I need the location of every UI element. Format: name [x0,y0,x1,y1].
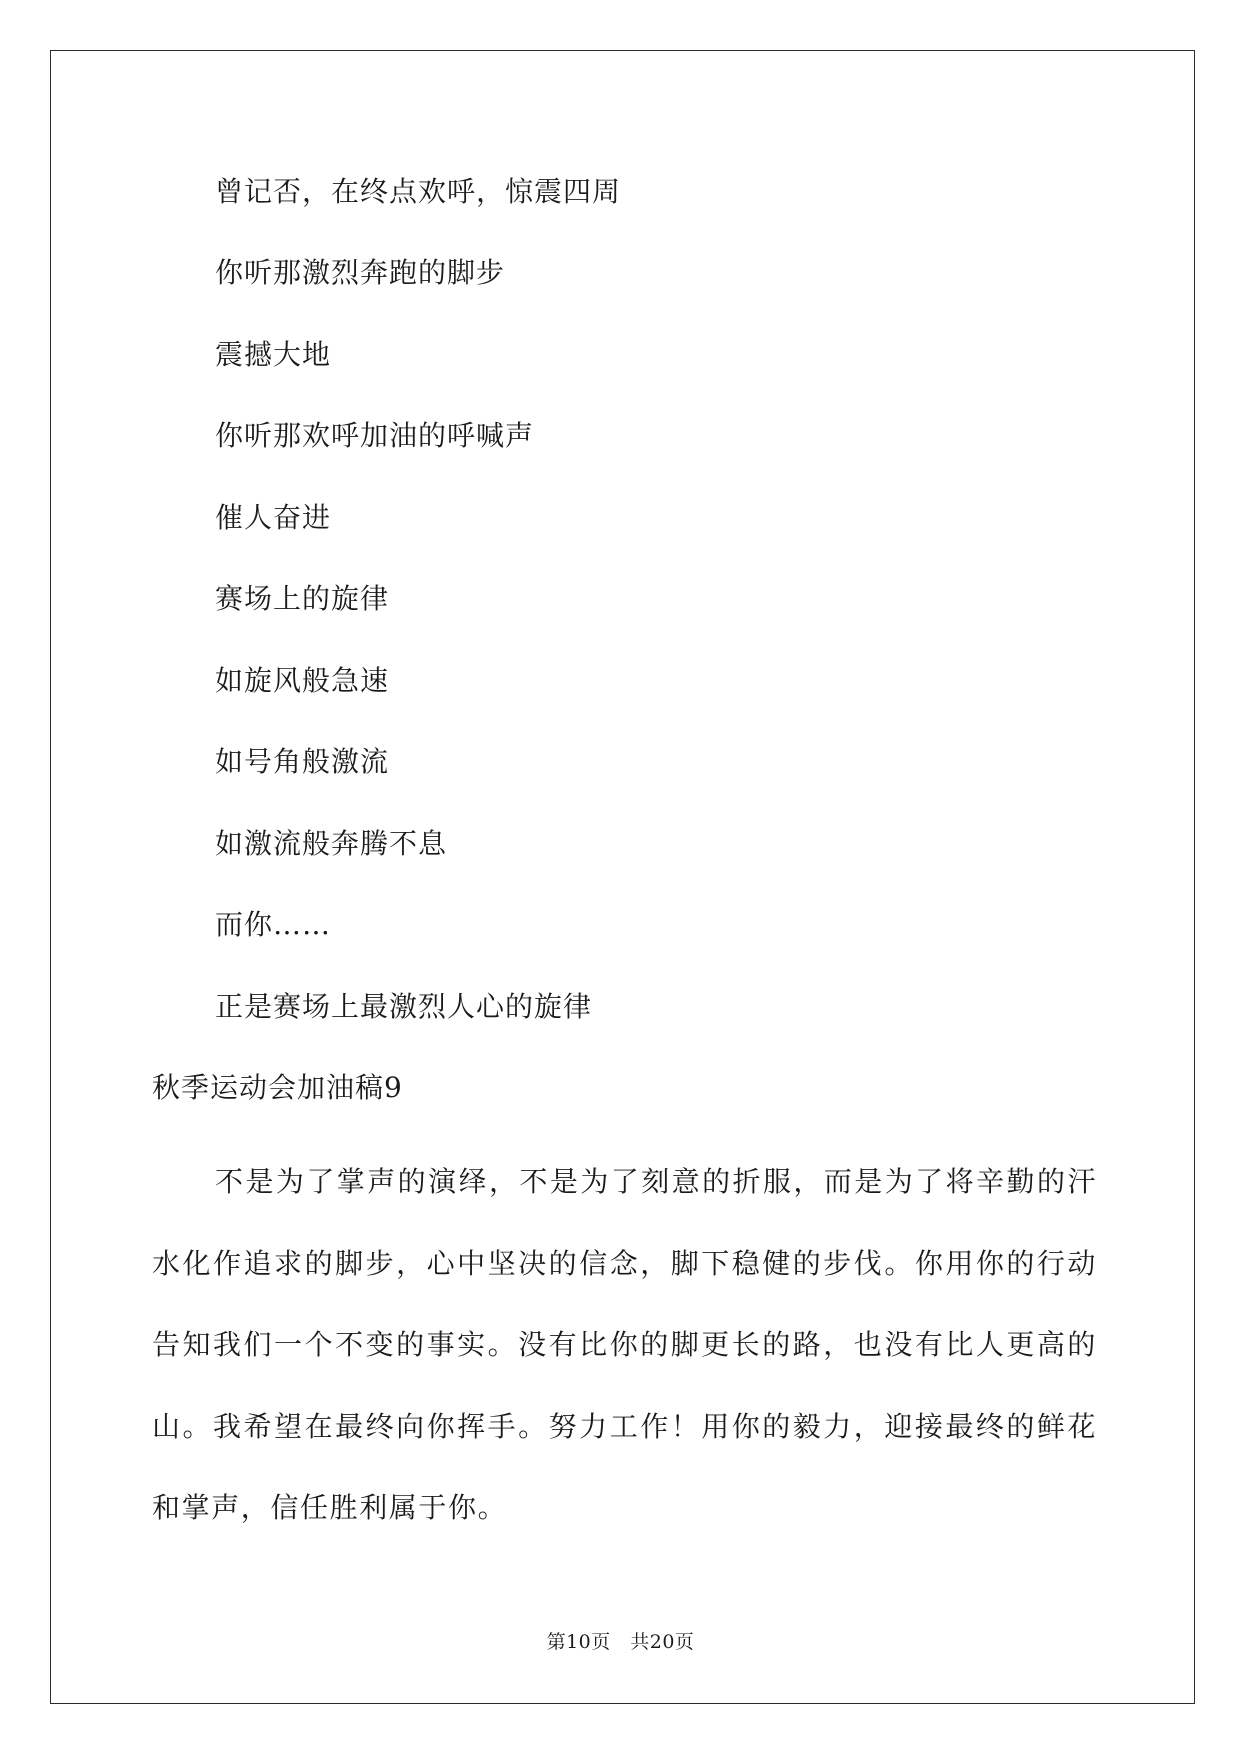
body-paragraph: 不是为了掌声的演绎，不是为了刻意的折服，而是为了将辛勤的汗水化作追求的脚步，心中坚决的信念，脚下稳健的步伐。你用你的行动告知我们一个不变的事实。没有比你的脚更长的路，也没有比人更高的山。我希望在最终向你挥手。努力工作！用你的毅力，迎接最终的鲜花和掌声，信任胜利属于你。 [152,1165,1097,1524]
poem-line-9: 如激流般奔腾不息 [215,827,448,860]
poem-line-6: 赛场上的旋律 [215,582,390,615]
poem-line-5: 催人奋进 [215,501,332,534]
page-footer: 第10页 共20页 [546,1631,695,1653]
poem-line-1: 曾记否，在终点欢呼，惊震四周 [215,175,622,208]
poem-line-11: 正是赛场上最激烈人心的旋律 [215,990,593,1023]
poem-line-4: 你听那欢呼加油的呼喊声 [215,419,535,452]
poem-line-10: 而你…… [215,908,332,941]
poem-line-7: 如旋风般急速 [215,664,390,697]
poem-line-8: 如号角般激流 [215,745,390,778]
poem-line-3: 震撼大地 [215,338,332,371]
poem-line-2: 你听那激烈奔跑的脚步 [215,256,506,289]
section-title: 秋季运动会加油稿9 [152,1071,403,1104]
